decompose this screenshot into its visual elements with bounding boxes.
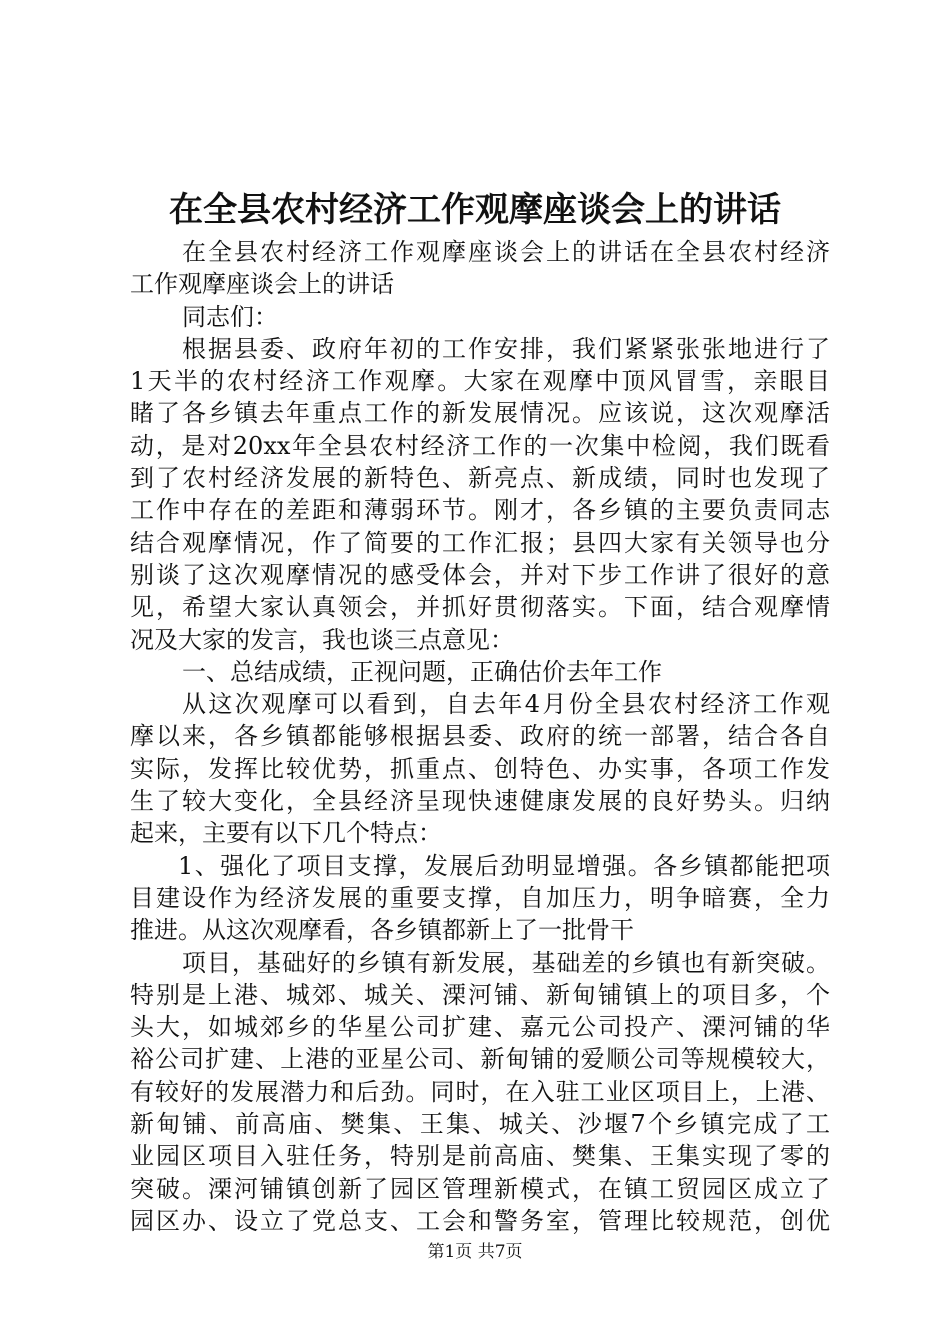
body-line: 别谈了这次观摩情况的感受体会，并对下步工作讲了很好的意	[130, 560, 830, 589]
document-title: 在全县农村经济工作观摩座谈会上的讲话	[169, 190, 781, 230]
body-line: 新甸铺、前高庙、樊集、王集、城关、沙堰7个乡镇完成了工	[130, 1110, 830, 1139]
body-line: 摩以来，各乡镇都能够根据县委、政府的统一部署，结合各自	[130, 722, 830, 751]
body-line: 一、总结成绩，正视问题，正确估价去年工作	[182, 657, 662, 686]
body-line: 同志们：	[182, 302, 278, 331]
body-line: 有较好的发展潜力和后劲。同时，在入驻工业区项目上，上港、	[130, 1077, 830, 1106]
body-line: 结合观摩情况，作了简要的工作汇报；县四大家有关领导也分	[130, 528, 830, 557]
body-line: 业园区项目入驻任务，特别是前高庙、樊集、王集实现了零的	[130, 1142, 830, 1171]
body-line: 1天半的农村经济工作观摩。大家在观摩中顶风冒雪，亲眼目	[130, 367, 830, 396]
body-line: 在全县农村经济工作观摩座谈会上的讲话在全县农村经济	[182, 238, 830, 266]
body-line: 动，是对20xx年全县农村经济工作的一次集中检阅，我们既看	[130, 431, 830, 460]
body-line: 到了农村经济发展的新特色、新亮点、新成绩，同时也发现了	[130, 464, 830, 493]
body-line: 实际，发挥比较优势，抓重点、创特色、办实事，各项工作发	[130, 754, 830, 783]
page-number-footer: 第1页 共7页	[427, 1242, 523, 1262]
body-line: 头大，如城郊乡的华星公司扩建、嘉元公司投产、溧河铺的华	[130, 1013, 830, 1042]
document-body	[130, 236, 830, 1237]
body-line: 生了较大变化，全县经济呈现快速健康发展的良好势头。归纳	[130, 787, 830, 816]
body-line: 突破。溧河铺镇创新了园区管理新模式，在镇工贸园区成立了	[130, 1174, 830, 1203]
body-line: 起来，主要有以下几个特点：	[130, 819, 442, 848]
body-line: 从这次观摩可以看到，自去年4月份全县农村经济工作观	[182, 690, 830, 719]
body-line: 工作观摩座谈会上的讲话	[130, 270, 394, 299]
body-line: 园区办、设立了党总支、工会和警务室，管理比较规范，创优	[130, 1206, 830, 1235]
body-line: 项目，基础好的乡镇有新发展，基础差的乡镇也有新突破。	[182, 948, 830, 977]
body-line: 况及大家的发言，我也谈三点意见：	[130, 625, 514, 654]
body-line: 根据县委、政府年初的工作安排，我们紧紧张张地进行了	[182, 334, 830, 363]
body-line: 见，希望大家认真领会，并抓好贯彻落实。下面，结合观摩情	[130, 593, 830, 622]
body-line: 睹了各乡镇去年重点工作的新发展情况。应该说，这次观摩活	[130, 399, 830, 428]
body-line: 裕公司扩建、上港的亚星公司、新甸铺的爱顺公司等规模较大，	[130, 1045, 830, 1074]
body-line: 1、强化了项目支撑，发展后劲明显增强。各乡镇都能把项	[178, 851, 830, 880]
body-line: 目建设作为经济发展的重要支撑，自加压力，明争暗赛，全力	[130, 883, 830, 912]
body-line: 特别是上港、城郊、城关、溧河铺、新甸铺镇上的项目多，个	[130, 980, 830, 1009]
body-line: 工作中存在的差距和薄弱环节。刚才，各乡镇的主要负责同志	[130, 496, 830, 525]
body-line: 推进。从这次观摩看，各乡镇都新上了一批骨干	[130, 916, 634, 945]
